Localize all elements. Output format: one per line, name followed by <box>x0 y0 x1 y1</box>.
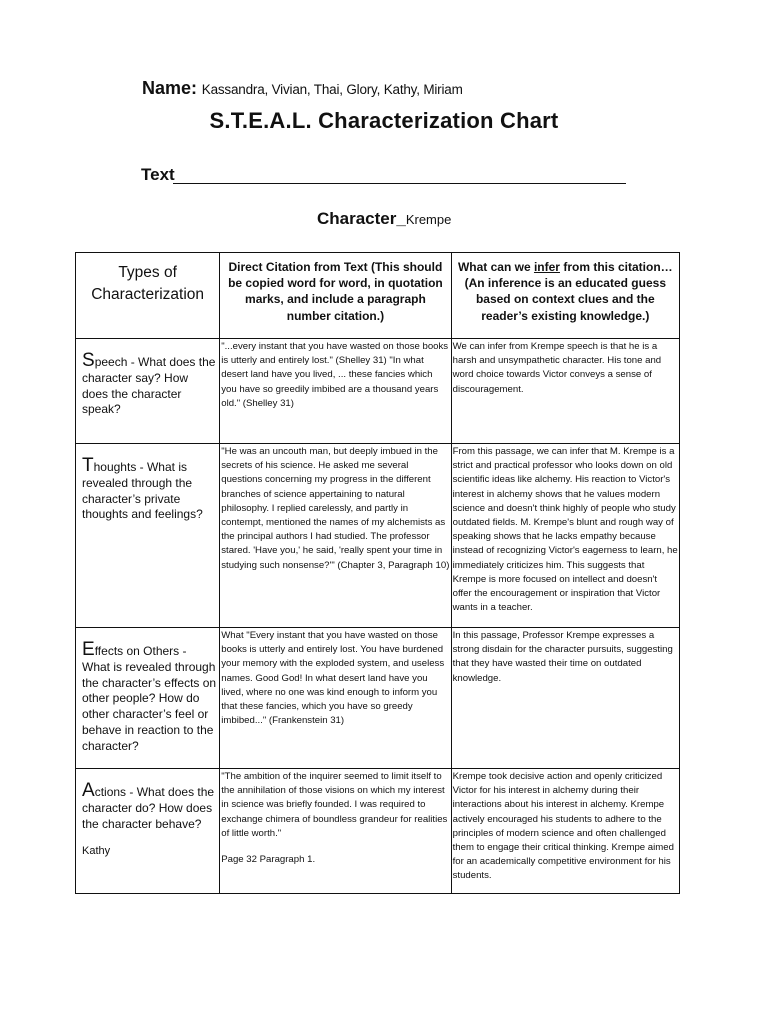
table-row-speech <box>76 339 680 444</box>
header-types: Types of Characterization <box>76 253 220 339</box>
table-header-row <box>76 253 680 339</box>
inference-cell: We can infer from Krempe speech is that he is a harsh and unsympathetic character. His tone and word choice towards Victor conveys a sense of discouragement. <box>451 339 679 444</box>
header-direct-citation: Direct Citation from Text (This should be copied word for word, in quotation marks, and include a paragraph number citation.) <box>220 253 451 339</box>
author-note: Kathy <box>82 845 111 858</box>
table-row-actions <box>76 769 680 894</box>
type-speech <box>76 339 220 444</box>
spacer <box>221 841 449 853</box>
type-initial: A <box>82 780 95 801</box>
name-value: Kassandra, Vivian, Thai, Glory, Kathy, Miriam <box>201 82 463 97</box>
character-line <box>317 209 451 229</box>
table-row-thoughts <box>76 444 680 628</box>
citation-cell: "He was an uncouth man, but deeply imbued in the secrets of his science. He asked me several questions concerning my progress in the different branches of science appertaining to natural philosophy. I replied carelessly, and partly in contempt, mentioned the names of my alchemists as the principal authors I had studied. The professor stared. 'Have you,' he said, 'really spent your time in studying such nonsense?'" (Chapter 3, Paragraph 10) <box>220 444 451 628</box>
citation-cell: What "Every instant that you have wasted on those books is utterly and entirely lost. You have burdened your memory with the exploded system, and useless names. Good God! In what desert land have you lived, where no one was kind enough to inform you that these fancies, which you have so greedy imbibed..." (Frankenstein 31) <box>220 628 451 769</box>
type-label: ffects on Others - What is revealed through the character’s effects on other people? How do other character’s feel or behave in reaction to the character? <box>82 644 217 753</box>
header-inference-before: What can we <box>457 260 534 274</box>
type-label: ctions - What does the character do? How does the character behave? <box>82 785 215 831</box>
character-value: Krempe <box>405 212 452 227</box>
type-initial: T <box>82 455 94 476</box>
citation-cell: "...every instant that you have wasted on those books is utterly and entirely lost." (Shelley 31) "In what desert land have you lived, ... these fancies which you have so greedily imbibed are a thousand years old." (Shelley 31) <box>220 339 451 444</box>
type-actions <box>76 769 220 894</box>
page-title: S.T.E.A.L. Characterization Chart <box>209 108 559 133</box>
name-label: Name: <box>142 78 198 98</box>
header-inference-after: from this citation… (An inference is an educated guess based on context clues and the reader’s existing knowledge.) <box>464 260 673 323</box>
type-label: houghts - What is revealed through the character’s private thoughts and feelings? <box>82 460 203 522</box>
type-thoughts <box>76 444 220 628</box>
citation-text: "The ambition of the inquirer seemed to limit itself to the annihilation of those visions on which my interest in science was briefly founded. I was required to exchange chimera of boundless grandeur for realities of little worth." <box>221 771 448 839</box>
steal-chart-table <box>75 252 680 894</box>
character-label: Character_ <box>317 209 406 228</box>
text-blank-line <box>173 183 626 184</box>
type-effects <box>76 628 220 769</box>
type-initial: E <box>82 639 95 660</box>
header-inference <box>451 253 679 339</box>
inference-cell: From this passage, we can infer that M. Krempe is a strict and practical professor who looks down on old scientific ideas like alchemy. His reaction to Victor's interest in alchemy shows that he values modern science and doesn't think highly of people who study outdated fields. M. Krempe's blunt and rough way of speaking shows that he lacks empathy because instead of recognizing Victor's eagerness to learn, he immediately criticizes him. This suggests that Krempe is more focused on intellect and doesn't offer the encouragement or inspiration that Victor wants in a teacher. <box>451 444 679 628</box>
citation-page-note: Page 32 Paragraph 1. <box>221 853 316 865</box>
inference-cell: In this passage, Professor Krempe expresses a strong disdain for the character pursuits, suggesting that they have wasted their time on outdated knowledge. <box>451 628 679 769</box>
type-label: peech - What does the character say? How does the character speak? <box>82 355 216 417</box>
citation-cell <box>220 769 451 894</box>
type-initial: S <box>82 350 95 371</box>
inference-cell: Krempe took decisive action and openly criticized Victor for his interest in alchemy during their interactions about his interest in alchemy. Krempe actively encouraged his students to adhere to the principles of modern science and often challenged them to engage their critical thinking. Krempe aimed for an academically competitive environment for his students. <box>451 769 679 894</box>
name-line <box>142 78 463 99</box>
text-label: Text <box>141 165 175 184</box>
header-inference-underlined: infer <box>533 260 560 274</box>
table-row-effects <box>76 628 680 769</box>
